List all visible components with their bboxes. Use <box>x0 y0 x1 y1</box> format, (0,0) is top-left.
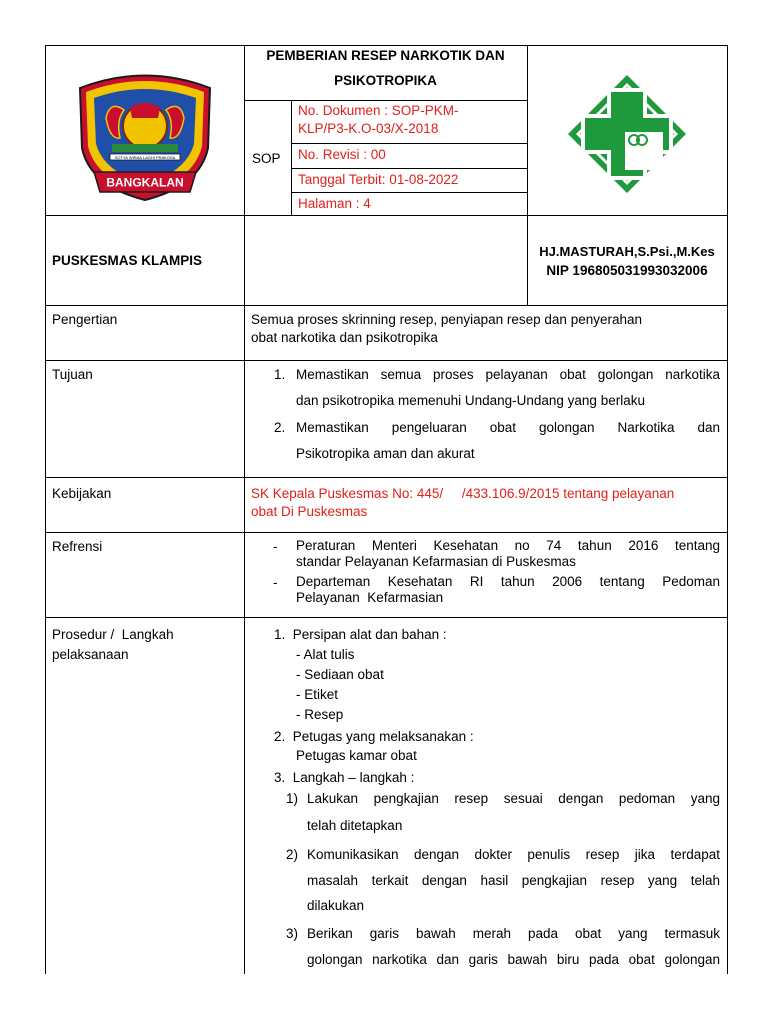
doc-number-line1: No. Dokumen : SOP-PKM- <box>298 103 459 118</box>
signer-nip: NIP 196805031993032006 <box>546 263 708 278</box>
refrensi-row-border <box>45 617 728 618</box>
substep-2-number: 2) <box>286 847 299 862</box>
prosedur-label-line2: pelaksanaan <box>52 647 129 662</box>
issue-date: Tanggal Terbit: 01-08-2022 <box>298 172 459 187</box>
prosedur-label-line1: Prosedur / Langkah <box>52 627 174 642</box>
revision-separator <box>291 168 527 169</box>
tujuan-item-2-number: 2. <box>274 420 286 435</box>
tujuan-item-2-line2: Psikotropika aman dan akurat <box>296 446 475 461</box>
refrensi-item-2-bullet: - <box>273 575 278 590</box>
substep-1-number: 1) <box>286 791 299 806</box>
kebijakan-row-border <box>45 532 728 533</box>
title-separator <box>244 100 527 101</box>
tujuan-item-1-number: 1. <box>274 367 286 382</box>
substep-1-line2: telah ditetapkan <box>307 818 403 833</box>
tujuan-item-2-line1: Memastikan pengeluaran obat golongan Narkotika dan <box>296 420 720 435</box>
tujuan-item-1-line1: Memastikan semua proses pelayanan obat golongan narkotika <box>296 367 720 382</box>
institution-name: PUSKESMAS KLAMPIS <box>52 253 203 268</box>
tool-item: - Alat tulis <box>296 647 355 662</box>
pengertian-line2: obat narkotika dan psikotropika <box>251 330 438 345</box>
tujuan-item-1-line2: dan psikotropika memenuhi Undang-Undang yang berlaku <box>296 393 645 408</box>
sop-label: SOP <box>252 151 281 166</box>
refrensi-label: Refrensi <box>52 539 103 554</box>
refrensi-item-1-bullet: - <box>273 539 278 554</box>
kebijakan-line2: obat Di Puskesmas <box>251 504 368 519</box>
refrensi-item-2-line2: Pelayanan Kefarmasian <box>296 590 444 605</box>
prosedur-step-3: 3. Langkah – langkah : <box>274 770 415 785</box>
substep-2-line2: masalah terkait dengan hasil pengkajian resep yang telah <box>307 873 720 888</box>
refrensi-item-1-line1: Peraturan Menteri Kesehatan no 74 tahun 2016 tentang <box>296 538 720 553</box>
substep-2-line1: Komunikasikan dengan dokter penulis resep jika terdapat <box>307 847 720 862</box>
substep-3-number: 3) <box>286 926 299 941</box>
signer-name: HJ.MASTURAH,S.Psi.,M.Kes <box>539 244 715 259</box>
puskesmas-cross-icon <box>565 72 689 196</box>
date-separator <box>291 192 527 193</box>
document-title-line2: PSIKOTROPIKA <box>334 73 437 88</box>
institution-row-border <box>45 305 728 306</box>
content-divider <box>244 305 245 974</box>
substep-2-line3: dilakukan <box>307 898 365 913</box>
puskesmas-logo <box>565 72 689 196</box>
table-border-right <box>727 45 728 974</box>
refrensi-item-1-line2: standar Pelayanan Kefarmasian di Puskesmas <box>296 554 576 569</box>
tool-item: - Sediaan obat <box>296 667 384 682</box>
pengertian-line1: Semua proses skrinning resep, penyiapan resep dan penyerahan <box>251 312 643 327</box>
left-logo-motto: SOTYA WIRAA LAGHI PRAKOSA <box>114 155 176 160</box>
pengertian-row-border <box>45 360 728 361</box>
revision-number: No. Revisi : 00 <box>298 147 386 162</box>
page-number: Halaman : 4 <box>298 196 371 211</box>
prosedur-step-2-detail: Petugas kamar obat <box>296 748 417 763</box>
kebijakan-line1: SK Kepala Puskesmas No: 445/ /433.106.9/2015 tentang pelayanan <box>251 486 675 501</box>
prosedur-step-1: 1. Persipan alat dan bahan : <box>274 627 447 642</box>
document-title-line1: PEMBERIAN RESEP NARKOTIK DAN <box>266 48 505 63</box>
table-border-left <box>45 45 46 974</box>
doc-number-line2: KLP/P3-K.O-03/X-2018 <box>298 121 439 136</box>
bangkalan-emblem-icon <box>70 68 220 208</box>
pengertian-label: Pengertian <box>52 312 118 327</box>
substep-1-line1: Lakukan pengkajian resep sesuai dengan pedoman yang <box>307 791 720 806</box>
table-border-top <box>45 45 728 46</box>
tujuan-label: Tujuan <box>52 367 93 382</box>
refrensi-item-2-line1: Departeman Kesehatan RI tahun 2006 tentang Pedoman <box>296 574 720 589</box>
tool-item: - Etiket <box>296 687 339 702</box>
tujuan-row-border <box>45 477 728 478</box>
sop-label-divider <box>291 100 292 215</box>
tool-item: - Resep <box>296 707 344 722</box>
substep-3-line2: golongan narkotika dan garis bawah biru pada obat golongan <box>307 952 720 967</box>
bangkalan-logo <box>70 68 220 208</box>
kebijakan-label: Kebijakan <box>52 486 112 501</box>
substep-3-line1: Berikan garis bawah merah pada obat yang termasuk <box>307 926 720 941</box>
header-bottom-border <box>45 215 728 216</box>
left-logo-text: BANGKALAN <box>106 175 184 190</box>
doc-no-separator <box>291 143 527 144</box>
prosedur-step-2: 2. Petugas yang melaksanakan : <box>274 729 474 744</box>
